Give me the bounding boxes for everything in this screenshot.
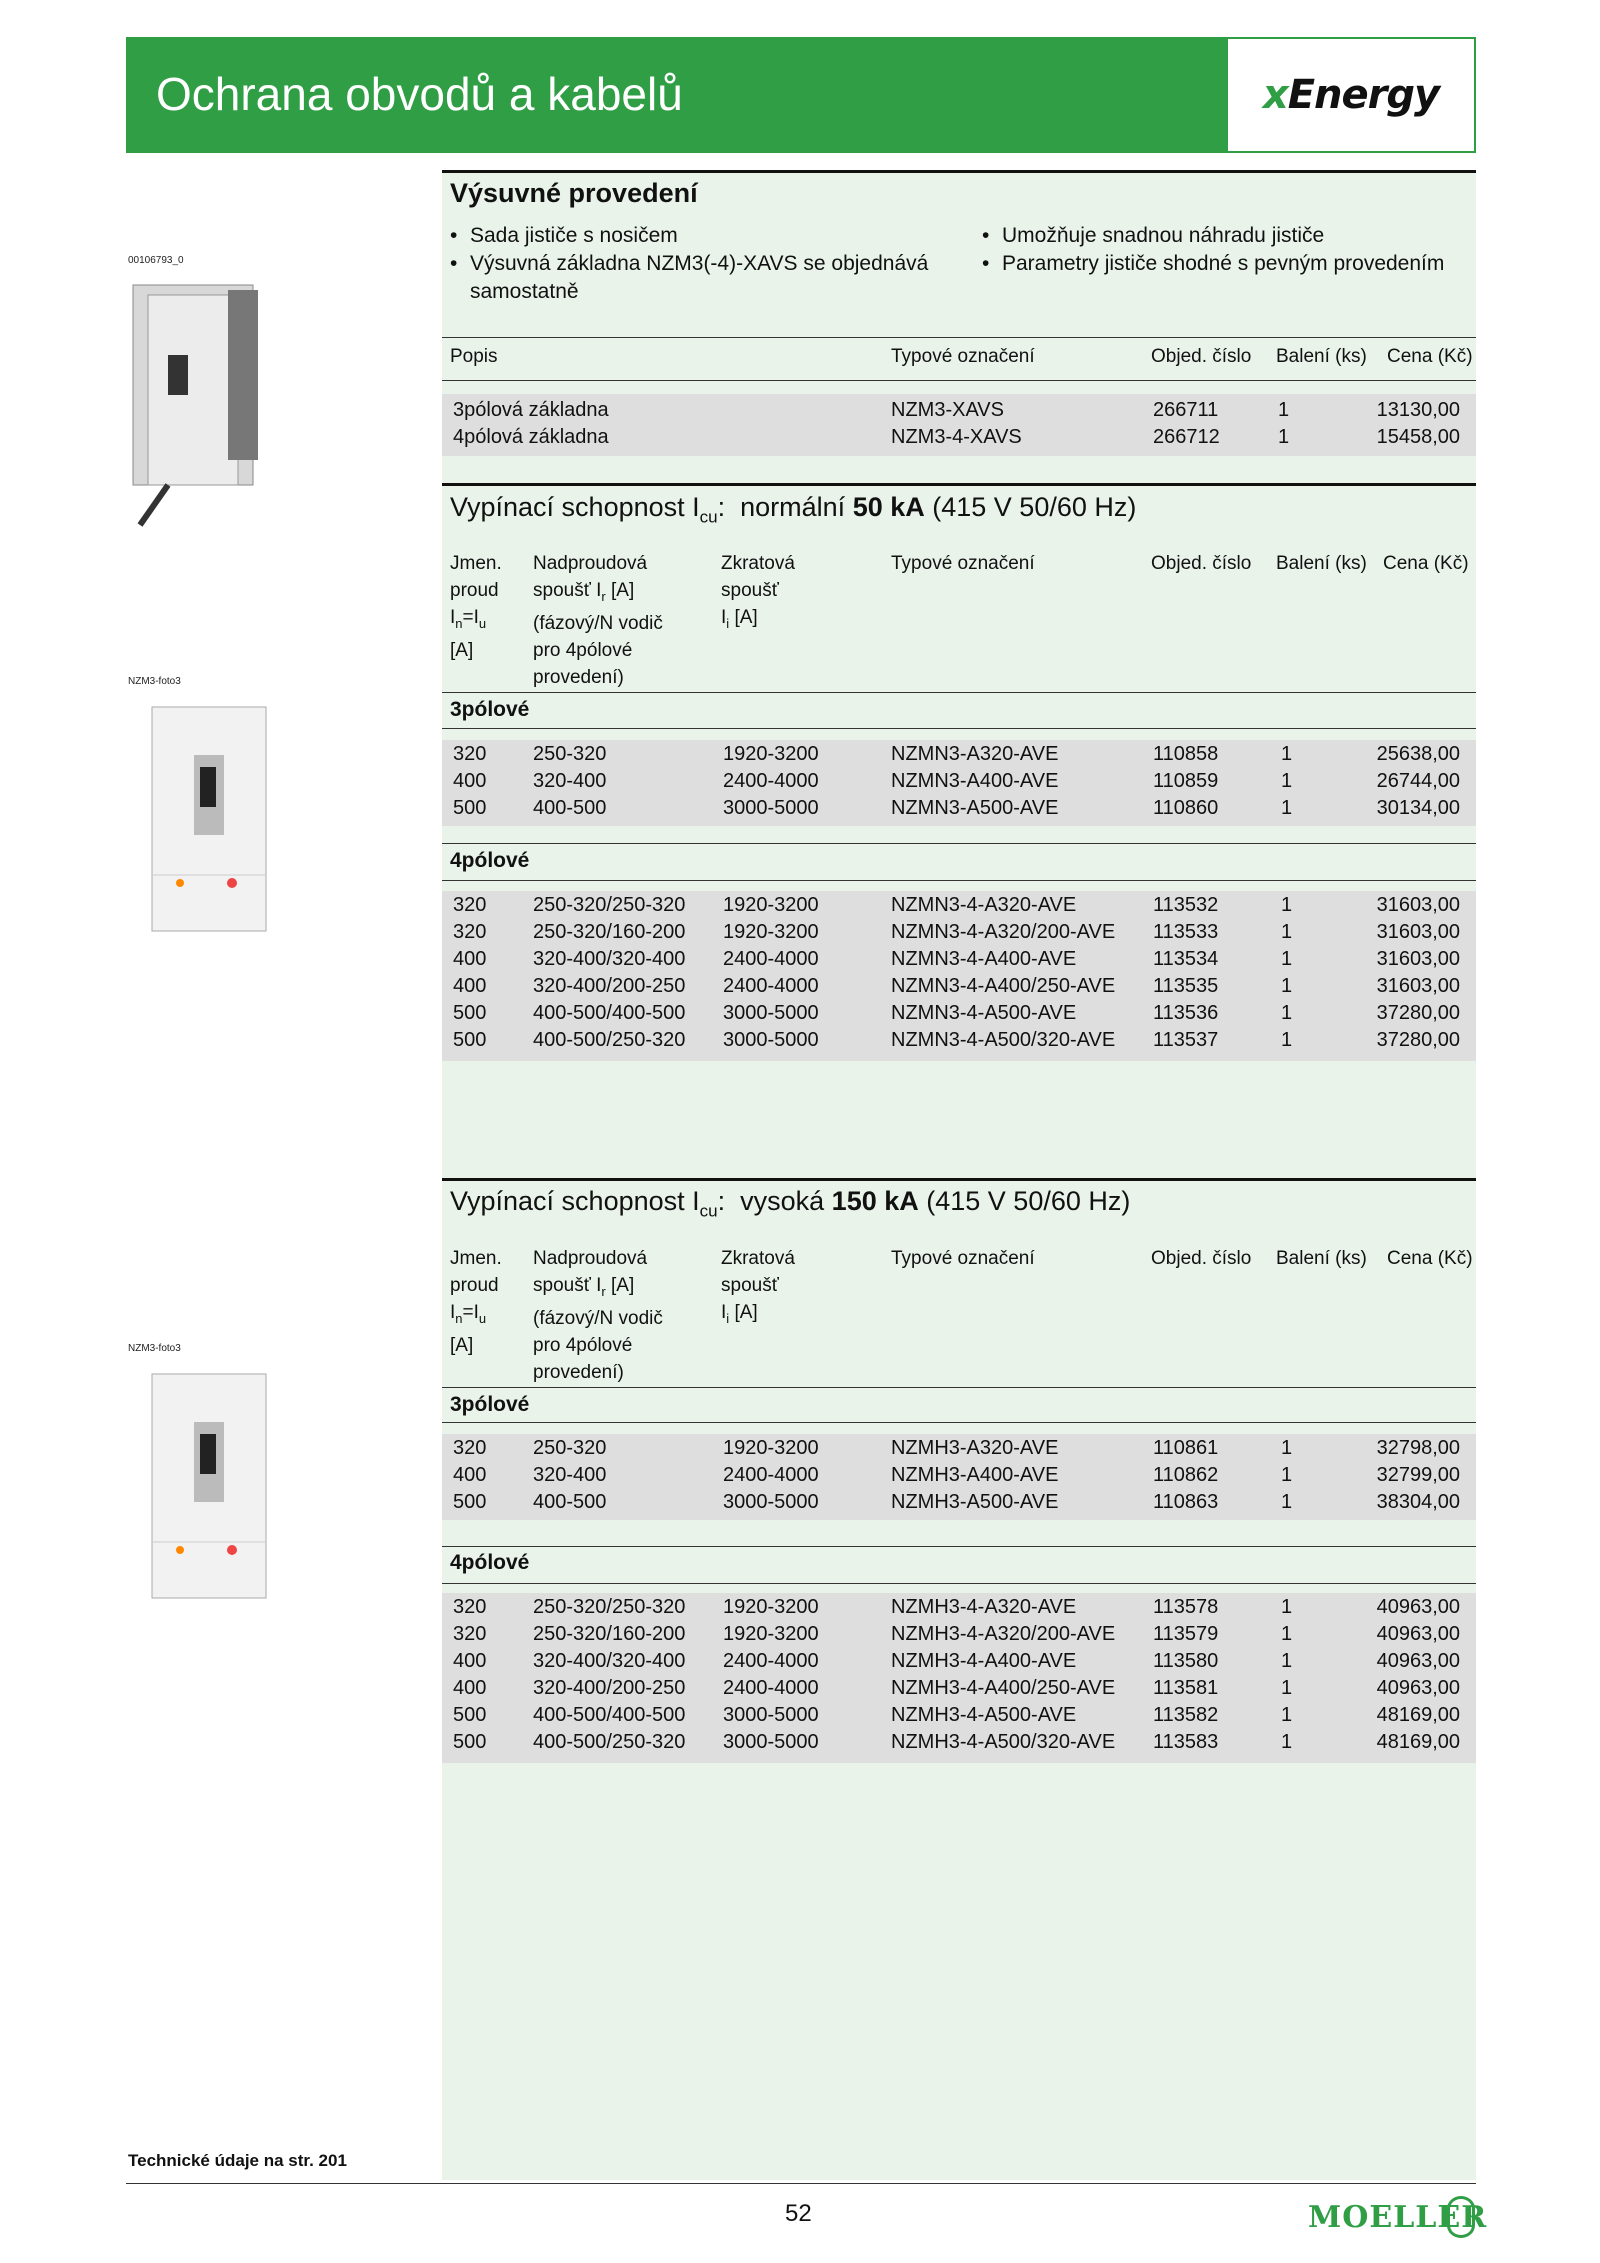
pack-qty: 1 xyxy=(1281,797,1293,819)
pack-qty: 1 xyxy=(1281,1623,1293,1645)
feature-list xyxy=(982,222,1462,278)
pack-qty: 1 xyxy=(1281,1650,1293,1672)
order-number: 110861 xyxy=(1153,1437,1219,1459)
order-number: 113578 xyxy=(1153,1596,1219,1618)
pack-qty: 1 xyxy=(1281,975,1293,997)
rated-current: 500 xyxy=(453,1002,487,1024)
group-label: 4pólové xyxy=(450,1551,530,1574)
column-header: Objed. číslo xyxy=(1151,1248,1252,1269)
type-code: NZM3-XAVS xyxy=(891,399,1004,421)
column-header: Balení (ks) xyxy=(1276,1248,1367,1269)
order-number: 266712 xyxy=(1153,426,1220,448)
pack-qty: 1 xyxy=(1281,770,1293,792)
column-header: Objed. číslo xyxy=(1151,553,1252,574)
column-header: Typové označení xyxy=(891,553,1035,574)
overload-release: 320-400/200-250 xyxy=(533,975,686,997)
price: 38304,00 xyxy=(1376,1491,1460,1513)
pack-qty: 1 xyxy=(1281,921,1293,943)
rated-current: 500 xyxy=(453,1731,487,1753)
photo-caption: 00106793_0 xyxy=(128,255,184,266)
type-code: NZMH3-4-A400/250-AVE xyxy=(891,1677,1116,1699)
price: 40963,00 xyxy=(1376,1650,1460,1672)
rated-current: 400 xyxy=(453,1677,487,1699)
price: 32799,00 xyxy=(1376,1464,1460,1486)
column-header: Cena (Kč) xyxy=(1383,553,1469,574)
column-header: Typové označení xyxy=(891,346,1035,367)
photo-caption: NZM3-foto3 xyxy=(128,1343,181,1354)
type-code: NZMN3-4-A400-AVE xyxy=(891,948,1077,970)
rated-current: 500 xyxy=(453,1029,487,1051)
overload-release: 320-400 xyxy=(533,770,607,792)
type-code: NZMH3-4-A500-AVE xyxy=(891,1704,1077,1726)
type-code: NZMN3-4-A500-AVE xyxy=(891,1002,1077,1024)
section-title: Vypínací schopnost $I_{cu}$: normální 50 kA (415 V 50/60 Hz) xyxy=(450,492,1137,527)
order-number: 113580 xyxy=(1153,1650,1219,1672)
price: 40963,00 xyxy=(1376,1677,1460,1699)
type-code: NZMN3-A320-AVE xyxy=(891,743,1059,765)
type-code: NZMH3-4-A500/320-AVE xyxy=(891,1731,1116,1753)
short-circuit-release: 1920-3200 xyxy=(723,921,819,943)
moeller-logo: MOELLER xyxy=(1308,2200,1488,2235)
column-header: Zkratová spoušť $I_i$ [A] xyxy=(721,1248,795,1326)
price: 37280,00 xyxy=(1376,1029,1460,1051)
price: 37280,00 xyxy=(1376,1002,1460,1024)
short-circuit-release: 1920-3200 xyxy=(723,1437,819,1459)
short-circuit-release: 1920-3200 xyxy=(723,743,819,765)
group-label: 3pólové xyxy=(450,1393,530,1416)
rated-current: 500 xyxy=(453,797,487,819)
price: 32798,00 xyxy=(1376,1437,1460,1459)
type-code: NZM3-4-XAVS xyxy=(891,426,1022,448)
type-code: NZMH3-4-A320-AVE xyxy=(891,1596,1077,1618)
rated-current: 500 xyxy=(453,1491,487,1513)
short-circuit-release: 1920-3200 xyxy=(723,1596,819,1618)
rated-current: 400 xyxy=(453,1650,487,1672)
price: 48169,00 xyxy=(1376,1731,1460,1753)
type-code: NZMN3-A500-AVE xyxy=(891,797,1059,819)
list-item: • Výsuvná základna NZM3(-4)-XAVS se objednává samostatně xyxy=(450,250,950,306)
column-header: Zkratová spoušť $I_i$ [A] xyxy=(721,553,795,631)
pack-qty: 1 xyxy=(1281,894,1293,916)
order-number: 110863 xyxy=(1153,1491,1219,1513)
overload-release: 250-320 xyxy=(533,743,607,765)
short-circuit-release: 2400-4000 xyxy=(723,770,819,792)
price: 26744,00 xyxy=(1376,770,1460,792)
price: 13130,00 xyxy=(1376,399,1460,421)
overload-release: 250-320 xyxy=(533,1437,607,1459)
short-circuit-release: 1920-3200 xyxy=(723,894,819,916)
order-number: 113582 xyxy=(1153,1704,1219,1726)
pack-qty: 1 xyxy=(1281,948,1293,970)
order-number: 113535 xyxy=(1153,975,1219,997)
moeller-emblem-icon xyxy=(1447,2196,1475,2238)
page-title: Ochrana obvodů a kabelů xyxy=(156,68,683,120)
pack-qty: 1 xyxy=(1278,426,1290,448)
section-title: Výsuvné provedení xyxy=(450,178,698,208)
description: 3pólová základna xyxy=(453,399,609,421)
list-item: • Parametry jističe shodné s pevným provedením xyxy=(982,250,1462,278)
type-code: NZMN3-4-A400/250-AVE xyxy=(891,975,1116,997)
overload-release: 250-320/250-320 xyxy=(533,894,686,916)
breaker-photo xyxy=(150,1372,268,1600)
price: 40963,00 xyxy=(1376,1596,1460,1618)
pack-qty: 1 xyxy=(1278,399,1290,421)
rated-current: 400 xyxy=(453,1464,487,1486)
pack-qty: 1 xyxy=(1281,1596,1293,1618)
column-header: Jmen. proud $I_n=I_u$ [A] xyxy=(450,553,502,661)
column-header: Jmen. proud $I_n=I_u$ [A] xyxy=(450,1248,502,1356)
type-code: NZMN3-A400-AVE xyxy=(891,770,1059,792)
overload-release: 400-500 xyxy=(533,797,607,819)
pack-qty: 1 xyxy=(1281,1029,1293,1051)
order-number: 110860 xyxy=(1153,797,1219,819)
order-number: 266711 xyxy=(1153,399,1219,421)
short-circuit-release: 2400-4000 xyxy=(723,1650,819,1672)
type-code: NZMH3-4-A400-AVE xyxy=(891,1650,1077,1672)
feature-list xyxy=(450,222,950,306)
column-header: Cena (Kč) xyxy=(1387,346,1473,367)
column-header: Popis xyxy=(450,346,498,367)
type-code: NZMH3-A320-AVE xyxy=(891,1437,1059,1459)
rated-current: 320 xyxy=(453,1437,487,1459)
order-number: 113581 xyxy=(1153,1677,1219,1699)
short-circuit-release: 3000-5000 xyxy=(723,1029,819,1051)
short-circuit-release: 3000-5000 xyxy=(723,1491,819,1513)
pack-qty: 1 xyxy=(1281,1491,1293,1513)
rated-current: 320 xyxy=(453,921,487,943)
pack-qty: 1 xyxy=(1281,1731,1293,1753)
overload-release: 320-400 xyxy=(533,1464,607,1486)
order-number: 113583 xyxy=(1153,1731,1219,1753)
short-circuit-release: 3000-5000 xyxy=(723,797,819,819)
photo-caption: NZM3-foto3 xyxy=(128,676,181,687)
description: 4pólová základna xyxy=(453,426,609,448)
overload-release: 400-500 xyxy=(533,1491,607,1513)
overload-release: 320-400/320-400 xyxy=(533,948,686,970)
price: 31603,00 xyxy=(1376,921,1460,943)
overload-release: 250-320/250-320 xyxy=(533,1596,686,1618)
pack-qty: 1 xyxy=(1281,743,1293,765)
pack-qty: 1 xyxy=(1281,1002,1293,1024)
xenergy-logo: xEnergy xyxy=(1228,39,1474,151)
pack-qty: 1 xyxy=(1281,1677,1293,1699)
rated-current: 320 xyxy=(453,1596,487,1618)
short-circuit-release: 2400-4000 xyxy=(723,975,819,997)
column-header: Typové označení xyxy=(891,1248,1035,1269)
order-number: 110859 xyxy=(1153,770,1219,792)
order-number: 113579 xyxy=(1153,1623,1219,1645)
price: 25638,00 xyxy=(1376,743,1460,765)
price: 31603,00 xyxy=(1376,948,1460,970)
rated-current: 400 xyxy=(453,948,487,970)
overload-release: 400-500/400-500 xyxy=(533,1704,686,1726)
column-header: Balení (ks) xyxy=(1276,346,1367,367)
order-number: 113534 xyxy=(1153,948,1219,970)
column-header: Objed. číslo xyxy=(1151,346,1252,367)
overload-release: 320-400/200-250 xyxy=(533,1677,686,1699)
rated-current: 400 xyxy=(453,770,487,792)
overload-release: 400-500/400-500 xyxy=(533,1002,686,1024)
order-number: 113536 xyxy=(1153,1002,1219,1024)
group-label: 3pólové xyxy=(450,698,530,721)
short-circuit-release: 2400-4000 xyxy=(723,1464,819,1486)
order-number: 113532 xyxy=(1153,894,1219,916)
type-code: NZMN3-4-A320/200-AVE xyxy=(891,921,1116,943)
rated-current: 320 xyxy=(453,894,487,916)
price: 31603,00 xyxy=(1376,975,1460,997)
overload-release: 400-500/250-320 xyxy=(533,1029,686,1051)
order-number: 110858 xyxy=(1153,743,1219,765)
pack-qty: 1 xyxy=(1281,1437,1293,1459)
overload-release: 320-400/320-400 xyxy=(533,1650,686,1672)
column-header: Cena (Kč) xyxy=(1387,1248,1473,1269)
type-code: NZMN3-4-A500/320-AVE xyxy=(891,1029,1116,1051)
short-circuit-release: 1920-3200 xyxy=(723,1623,819,1645)
column-header: Balení (ks) xyxy=(1276,553,1367,574)
column-header: Nadproudová spoušť $I_r$ [A] (fázový/N vodič pro 4pólové provedení) xyxy=(533,553,663,688)
order-number: 113533 xyxy=(1153,921,1219,943)
short-circuit-release: 3000-5000 xyxy=(723,1731,819,1753)
pack-qty: 1 xyxy=(1281,1704,1293,1726)
column-header: Nadproudová spoušť $I_r$ [A] (fázový/N vodič pro 4pólové provedení) xyxy=(533,1248,663,1383)
rated-current: 500 xyxy=(453,1704,487,1726)
short-circuit-release: 3000-5000 xyxy=(723,1704,819,1726)
page-header xyxy=(126,37,1476,153)
price: 48169,00 xyxy=(1376,1704,1460,1726)
price: 15458,00 xyxy=(1376,426,1460,448)
price: 31603,00 xyxy=(1376,894,1460,916)
type-code: NZMH3-A400-AVE xyxy=(891,1464,1059,1486)
overload-release: 250-320/160-200 xyxy=(533,921,686,943)
page-number: 52 xyxy=(785,2200,812,2227)
order-number: 110862 xyxy=(1153,1464,1219,1486)
pack-qty: 1 xyxy=(1281,1464,1293,1486)
short-circuit-release: 3000-5000 xyxy=(723,1002,819,1024)
group-label: 4pólové xyxy=(450,849,530,872)
rated-current: 320 xyxy=(453,743,487,765)
rated-current: 400 xyxy=(453,975,487,997)
type-code: NZMN3-4-A320-AVE xyxy=(891,894,1077,916)
content-panel xyxy=(442,170,1476,2180)
section-title: Vypínací schopnost $I_{cu}$: vysoká 150 kA (415 V 50/60 Hz) xyxy=(450,1186,1131,1221)
breaker-photo xyxy=(150,705,268,933)
short-circuit-release: 2400-4000 xyxy=(723,1677,819,1699)
overload-release: 250-320/160-200 xyxy=(533,1623,686,1645)
footnote: Technické údaje na str. 201 xyxy=(128,2151,347,2170)
order-number: 113537 xyxy=(1153,1029,1219,1051)
overload-release: 400-500/250-320 xyxy=(533,1731,686,1753)
list-item: • Umožňuje snadnou náhradu jističe xyxy=(982,222,1462,250)
type-code: NZMH3-4-A320/200-AVE xyxy=(891,1623,1116,1645)
rated-current: 320 xyxy=(453,1623,487,1645)
short-circuit-release: 2400-4000 xyxy=(723,948,819,970)
price: 40963,00 xyxy=(1376,1623,1460,1645)
list-item: • Sada jističe s nosičem xyxy=(450,222,950,250)
type-code: NZMH3-A500-AVE xyxy=(891,1491,1059,1513)
drawout-breaker-photo xyxy=(128,275,268,530)
price: 30134,00 xyxy=(1376,797,1460,819)
